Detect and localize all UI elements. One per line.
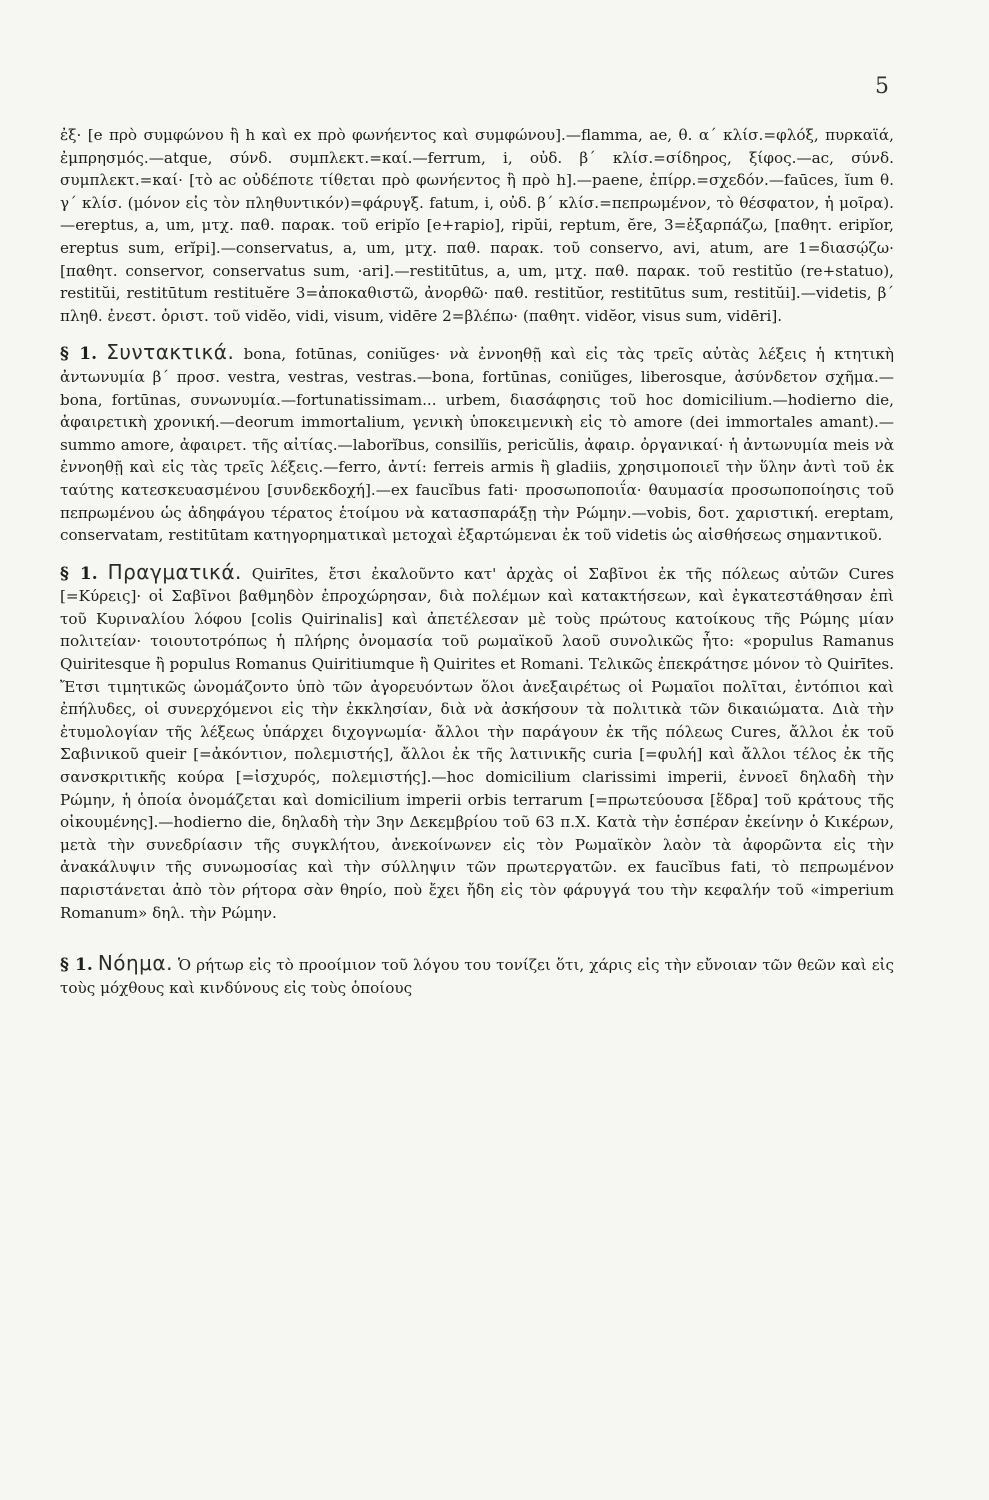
section-number: § 1. <box>60 955 93 976</box>
section-meaning <box>60 952 894 999</box>
section-title: Πραγματικά. <box>107 559 242 584</box>
section-text: bona, fotūnas, coniŭges· νὰ ἐννοηθῇ καὶ εἰς τὰς τρεῖς αὐτὰς λέξεις ἡ κτητικὴ ἀντωνυμία β΄ προσ. vestra, vestras, vestras.—bona, fortūnas, coniŭges, liberosque, ἀσύνδετον σχῆμα.—bona, fortūnas, συνωνυμία.—fortunatissimam... urbem, διασάφησις τοῦ hoc domicilium.—hodierno die, ἀφαιρετικὴ χρονική.—deorum immortalium, γενικὴ ὑποκειμενικὴ εἰς τὸ amore (dei immortales amant).—summo amore, ἀφαιρετ. τῆς αἰτίας.—laborĭbus, consilĭis, pericŭlis, ἀφαιρ. ὀργανικαί· ἡ ἀντωνυμία meis νὰ ἐννοηθῇ καὶ εἰς τὰς τρεῖς λέξεις.—ferro, ἀντί: ferreis armis ἢ gladiis, χρησιμοποιεῖ τὴν ὕλην ἀντὶ τοῦ ἐκ ταύτης κατεσκευασμένου [συνδεκδοχή].—ex faucĭbus fati· προσωποποιΐα· θαυμασία προσωποποίησις τοῦ πεπρωμένου ὡς ἀδηφάγου τέρατος ἑτοίμου νὰ κατασπαράξῃ τὴν Ρώμην.—vobis, δοτ. χαριστική. ereptam, conservatam, restitūtam κατηγορηματικαὶ μετοχαὶ ἐξαρτώμεναι ἐκ τοῦ videtis ὡς αἰσθήσεως σημαντικοῦ. <box>60 345 895 545</box>
page-number: 5 <box>875 74 889 99</box>
vocabulary-paragraph: ἐξ· [e πρὸ συμφώνου ἢ h καὶ ex πρὸ φωνήεντος καὶ συμφώνου].—flamma, ae, θ. α΄ κλίσ.=φλόξ, πυρκαϊά, ἐμπρησμός.—atque, σύνδ. συμπλεκτ.=καί.—ferrum, i, οὐδ. β΄ κλίσ.=σίδηρος, ξίφος.—ac, σύνδ. συμπλεκτ.=καί· [τὸ ac οὐδέποτε τίθεται πρὸ φωνήεντος ἢ πρὸ h].—paene, ἐπίρρ.=σχεδόν.—faūces, ĭum θ. γ΄ κλίσ. (μόνον εἰς τὸν πληθυντικόν)=φάρυγξ. fatum, i, οὐδ. β΄ κλίσ.=πεπρωμένον, τὸ θέσφατον, ἡ μοῖρα).—ereptus, a, um, μτχ. παθ. παρακ. τοῦ eripĭo [e+rapio], ripŭi, reptum, ĕre, 3=ἐξαρπάζω, [παθητ. eripĭor, ereptus sum, erĭpi].—conservatus, a, um, μτχ. παθ. παρακ. τοῦ conservo, avi, atum, are 1=διασῴζω· [παθητ. conservor, conservatus sum, ·ari].—restitūtus, a, um, μτχ. παθ. παρακ. τοῦ restitŭo (re+statuo), restitŭi, restitūtum restituĕre 3=ἀποκαθιστῶ, ἀνορθῶ· παθ. restitŭor, restitūtus sum, restitŭi].—videtis, β΄ πληθ. ἐνεστ. ὁριστ. τοῦ vidĕo, vidi, visum, vidēre 2=βλέπω· (παθητ. vidĕor, visus sum, vidēri]. <box>60 126 894 325</box>
section-number: § 1. <box>60 344 97 365</box>
section-factual <box>60 561 894 925</box>
section-number: § 1. <box>60 563 98 584</box>
section-title: Συντακτικά. <box>106 340 235 365</box>
page-body <box>60 124 894 999</box>
section-text: Quirītes, ἔτσι ἐκαλοῦντο κατ' ἀρχὰς οἱ Σαβῖνοι ἐκ τῆς πόλεως αὐτῶν Cures [=Κύρεις]· οἱ Σαβῖνοι βαθμηδὸν ἐπροχώρησαν, διὰ πολέμων καὶ κατακτήσεων, καὶ ἐγκατεστάθησαν ἐπὶ τοῦ Κυριναλίου λόφου [colis Quirinalis] καὶ ἀπετέλεσαν μὲ τοὺς πρώτους κατοίκους τῆς Ρώμης μίαν πολιτείαν· τοιουτοτρόπως ἡ πλήρης ὀνομασία τοῦ ρωμαϊκοῦ λαοῦ συνολικῶς ἦτο: «populus Ramanus Quiritesque ἢ populus Romanus Quiritiumque ἢ Quirites et Romani. Τελικῶς ἐπεκράτησε μόνον τὸ Quirītes. Ἔτσι τιμητικῶς ὠνομάζοντο ὑπὸ τῶν ἀγορευόντων ὅλοι ἀνεξαιρέτως οἱ Ρωμαῖοι πολῖται, ἐντόπιοι καὶ ἐπήλυδες, οἱ συνερχόμενοι εἰς τὴν ἐκκλησίαν, διὰ νὰ ἀσκήσουν τὰ πολιτικὰ τῶν δικαιώματα. Διὰ τὴν ἐτυμολογίαν τῆς λέξεως ὑπάρχει διχογνωμία· ἄλλοι τὴν παράγουν ἐκ τῆς πόλεως Cures, ἄλλοι ἐκ τοῦ Σαβινικοῦ queir [=ἀκόντιον, πολεμιστής], ἄλλοι ἐκ τῆς λατινικῆς curia [=φυλή] καὶ ἄλλοι τέλος ἐκ τῆς σανσκριτικῆς κούρα [=ἰσχυρός, πολεμιστής].—hoc domicilium clarissimi imperii, ἐννοεῖ δηλαδὴ τὴν Ρώμην, ἡ ὁποία ὀνομάζεται καὶ domicilium imperii orbis terrarum [=πρωτεύουσα [ἕδρα] τοῦ κράτους τῆς οἰκουμένης].—hodierno die, δηλαδὴ τὴν 3ην Δεκεμβρίου τοῦ 63 π.Χ. Κατὰ τὴν ἑσπέραν ἐκείνην ὁ Κικέρων, μετὰ τὴν συνεδρίασιν τῆς συγκλήτου, ἀνεκοίνωνεν εἰς τὸν Ρωμαϊκὸν λαὸν τὰ ἀφορῶντα εἰς τὴν ἀνακάλυψιν τῆς συνωμοσίας καὶ τὴν σύλληψιν τῶν πρωτεργατῶν. ex faucĭbus fati, τὸ πεπρωμένον παριστάνεται ἀπὸ τὸν ρήτορα σὰν θηρίο, ποὺ ἔχει ἤδη εἰς τὸν φάρυγγά του τὴν κεφαλήν τοῦ «imperium Romanum» δηλ. τὴν Ρώμην. <box>60 564 895 922</box>
section-text: Ὁ ρήτωρ εἰς τὸ προοίμιον τοῦ λόγου του τονίζει ὅτι, χάρις εἰς τὴν εὔνοιαν τῶν θεῶν καὶ εἰς τοὺς μόχθους καὶ κινδύνους εἰς τοὺς ὁποίους <box>60 956 895 997</box>
section-syntactic <box>60 341 894 546</box>
section-title: Νόημα. <box>97 951 173 976</box>
